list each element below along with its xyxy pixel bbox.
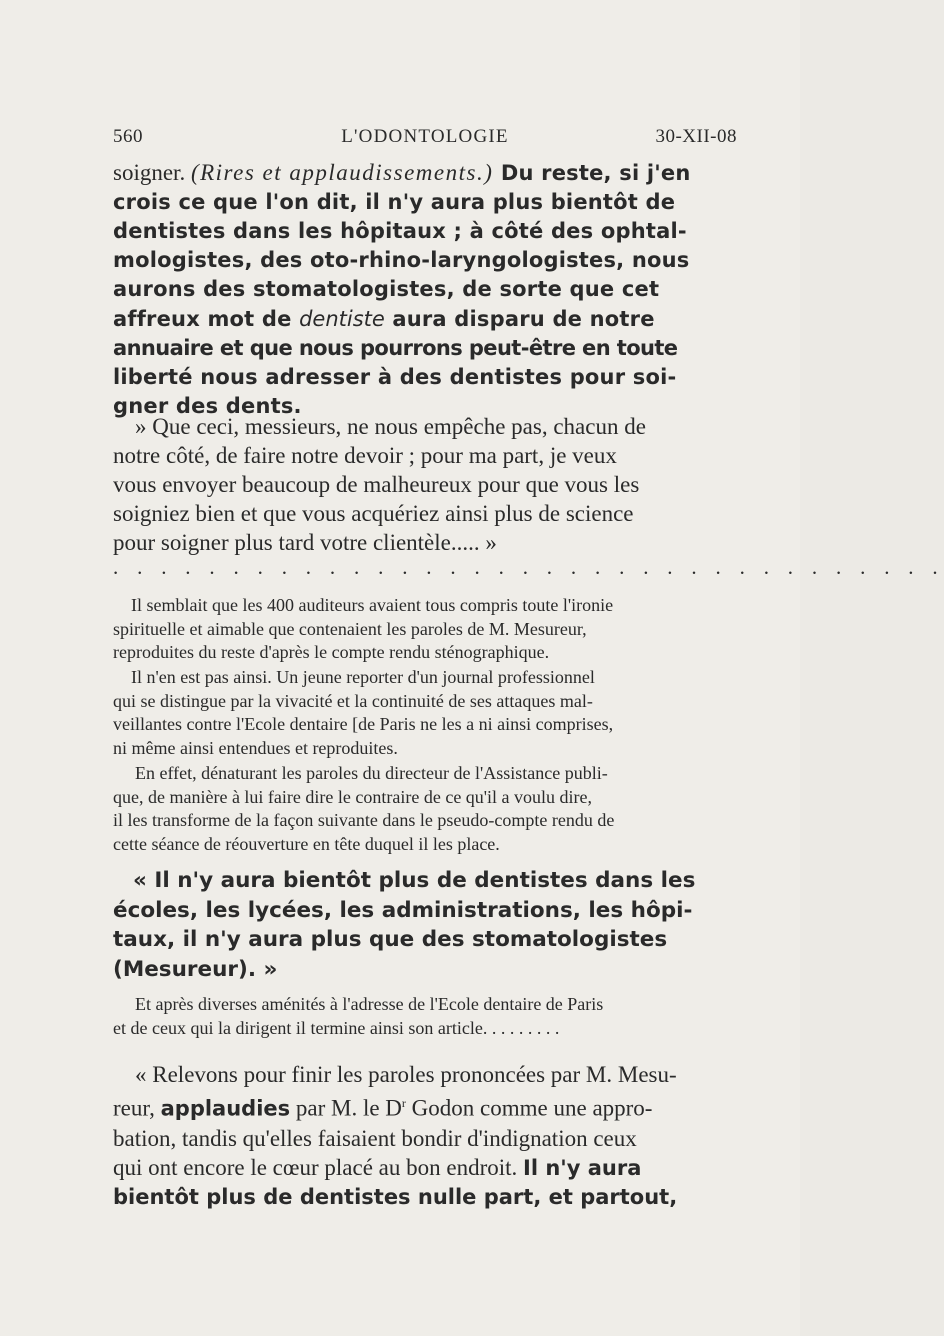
text-span: par M. le D: [290, 1095, 402, 1121]
text-line: (Mesureur). »: [113, 956, 278, 982]
text-line: écoles, les lycées, les administrations, les hôpi-: [113, 897, 693, 923]
text-line: aurons des stomatologistes, de sorte que cet: [113, 277, 660, 301]
text-line: taux, il n'y aura plus que des stomatologistes: [113, 927, 668, 952]
superscript: r: [401, 1096, 406, 1110]
text-span: soigner.: [113, 160, 191, 185]
text-line: [113, 304, 737, 334]
italic-span: dentiste: [299, 307, 385, 331]
text-line: « Il n'y aura bientôt plus de dentistes dans les: [133, 868, 696, 893]
text-line: qui se distingue par la vivacité et la continuité de ses attaques mal-: [113, 690, 593, 711]
text-line: [113, 1089, 737, 1124]
paragraph-closing-speech: [113, 412, 737, 557]
text-line: ni même ainsi entendues et reproduites.: [113, 737, 398, 758]
text-line: annuaire et que nous pourrons peut-être en toute: [113, 336, 678, 360]
text-span: Godon comme une appro-: [405, 1095, 653, 1121]
text-line: Il semblait que les 400 auditeurs avaient tous compris toute l'ironie: [131, 595, 614, 615]
text-span: reur,: [113, 1095, 161, 1121]
text-line: il les transforme de la façon suivante dans le pseudo-compte rendu de: [113, 810, 615, 830]
text-line: liberté nous adresser à des dentistes pour soi-: [113, 365, 677, 389]
running-header: [113, 126, 737, 152]
paragraph-rebuttal: [113, 1060, 737, 1212]
italic-span: (Rires et applaudissements.): [190, 160, 494, 185]
bold-span: applaudies: [160, 1096, 291, 1121]
text-line: et de ceux qui la dirigent il termine ainsi son article. . . . . . . . .: [113, 1017, 560, 1038]
bold-span: affreux mot de: [113, 307, 300, 331]
paragraph-amenities: [113, 993, 737, 1040]
journal-title: L'ODONTOLOGIE: [341, 126, 509, 147]
issue-date: 30-XII-08: [655, 126, 737, 147]
text-line: spirituelle et aimable que contenaient les paroles de M. Mesureur,: [113, 618, 587, 639]
paragraph-irony: [113, 594, 737, 665]
dotted-separator: . . . . . . . . . . . . . . . . . . . . . . . . . . . . . . . . . . .: [113, 555, 944, 579]
text-line: En effet, dénaturant les paroles du directeur de l'Assistance publi-: [135, 763, 608, 783]
text-line: « Relevons pour finir les paroles prononcées par M. Mesu-: [135, 1062, 677, 1087]
text-line: mologistes, des oto-rhino-laryngologistes, nous: [113, 248, 690, 272]
text-line: notre côté, de faire notre devoir ; pour ma part, je veux: [113, 443, 617, 468]
text-line: crois ce que l'on dit, il n'y aura plus bientôt de: [113, 190, 676, 214]
bold-quote: [113, 866, 737, 984]
text-line: » Que ceci, messieurs, ne nous empêche pas, chacun de: [135, 414, 646, 439]
text-line: [113, 1153, 737, 1183]
bold-span: Il n'y aura: [523, 1155, 642, 1180]
text-line: vous envoyer beaucoup de malheureux pour que vous les: [113, 472, 640, 497]
paragraph-reporter: [113, 666, 737, 760]
text-line: [113, 158, 737, 188]
text-line: Il n'en est pas ainsi. Un jeune reporter d'un journal professionnel: [131, 667, 595, 687]
text-line: dentistes dans les hôpitaux ; à côté des ophtal-: [113, 219, 687, 243]
text-line: veillantes contre l'Ecole dentaire [de Paris ne les a ni ainsi comprises,: [113, 714, 614, 734]
bold-span: aura disparu de notre: [384, 307, 655, 331]
text-line: pour soigner plus tard votre clientèle..... »: [113, 530, 497, 555]
text-line: gner des dents.: [113, 394, 302, 418]
text-line: reproduites du reste d'après le compte rendu sténographique.: [113, 642, 550, 662]
bold-span: Du reste, si j'en: [493, 161, 691, 185]
text-line: cette séance de réouverture en tête duquel il les place.: [113, 833, 500, 854]
paragraph-speech-end: [113, 158, 737, 421]
text-line: Et après diverses aménités à l'adresse de l'Ecole dentaire de Paris: [135, 994, 604, 1014]
paragraph-distortion: [113, 762, 737, 856]
text-line: bation, tandis qu'elles faisaient bondir d'indignation ceux: [113, 1125, 637, 1151]
text-line: soigniez bien et que vous acquériez ainsi plus de science: [113, 501, 634, 526]
text-line: que, de manière à lui faire dire le contraire de ce qu'il a voulu dire,: [113, 786, 593, 807]
page-number: 560: [113, 126, 143, 147]
text-span: qui ont encore le cœur placé au bon endroit.: [113, 1154, 524, 1180]
text-line: bientôt plus de dentistes nulle part, et partout,: [113, 1184, 678, 1209]
